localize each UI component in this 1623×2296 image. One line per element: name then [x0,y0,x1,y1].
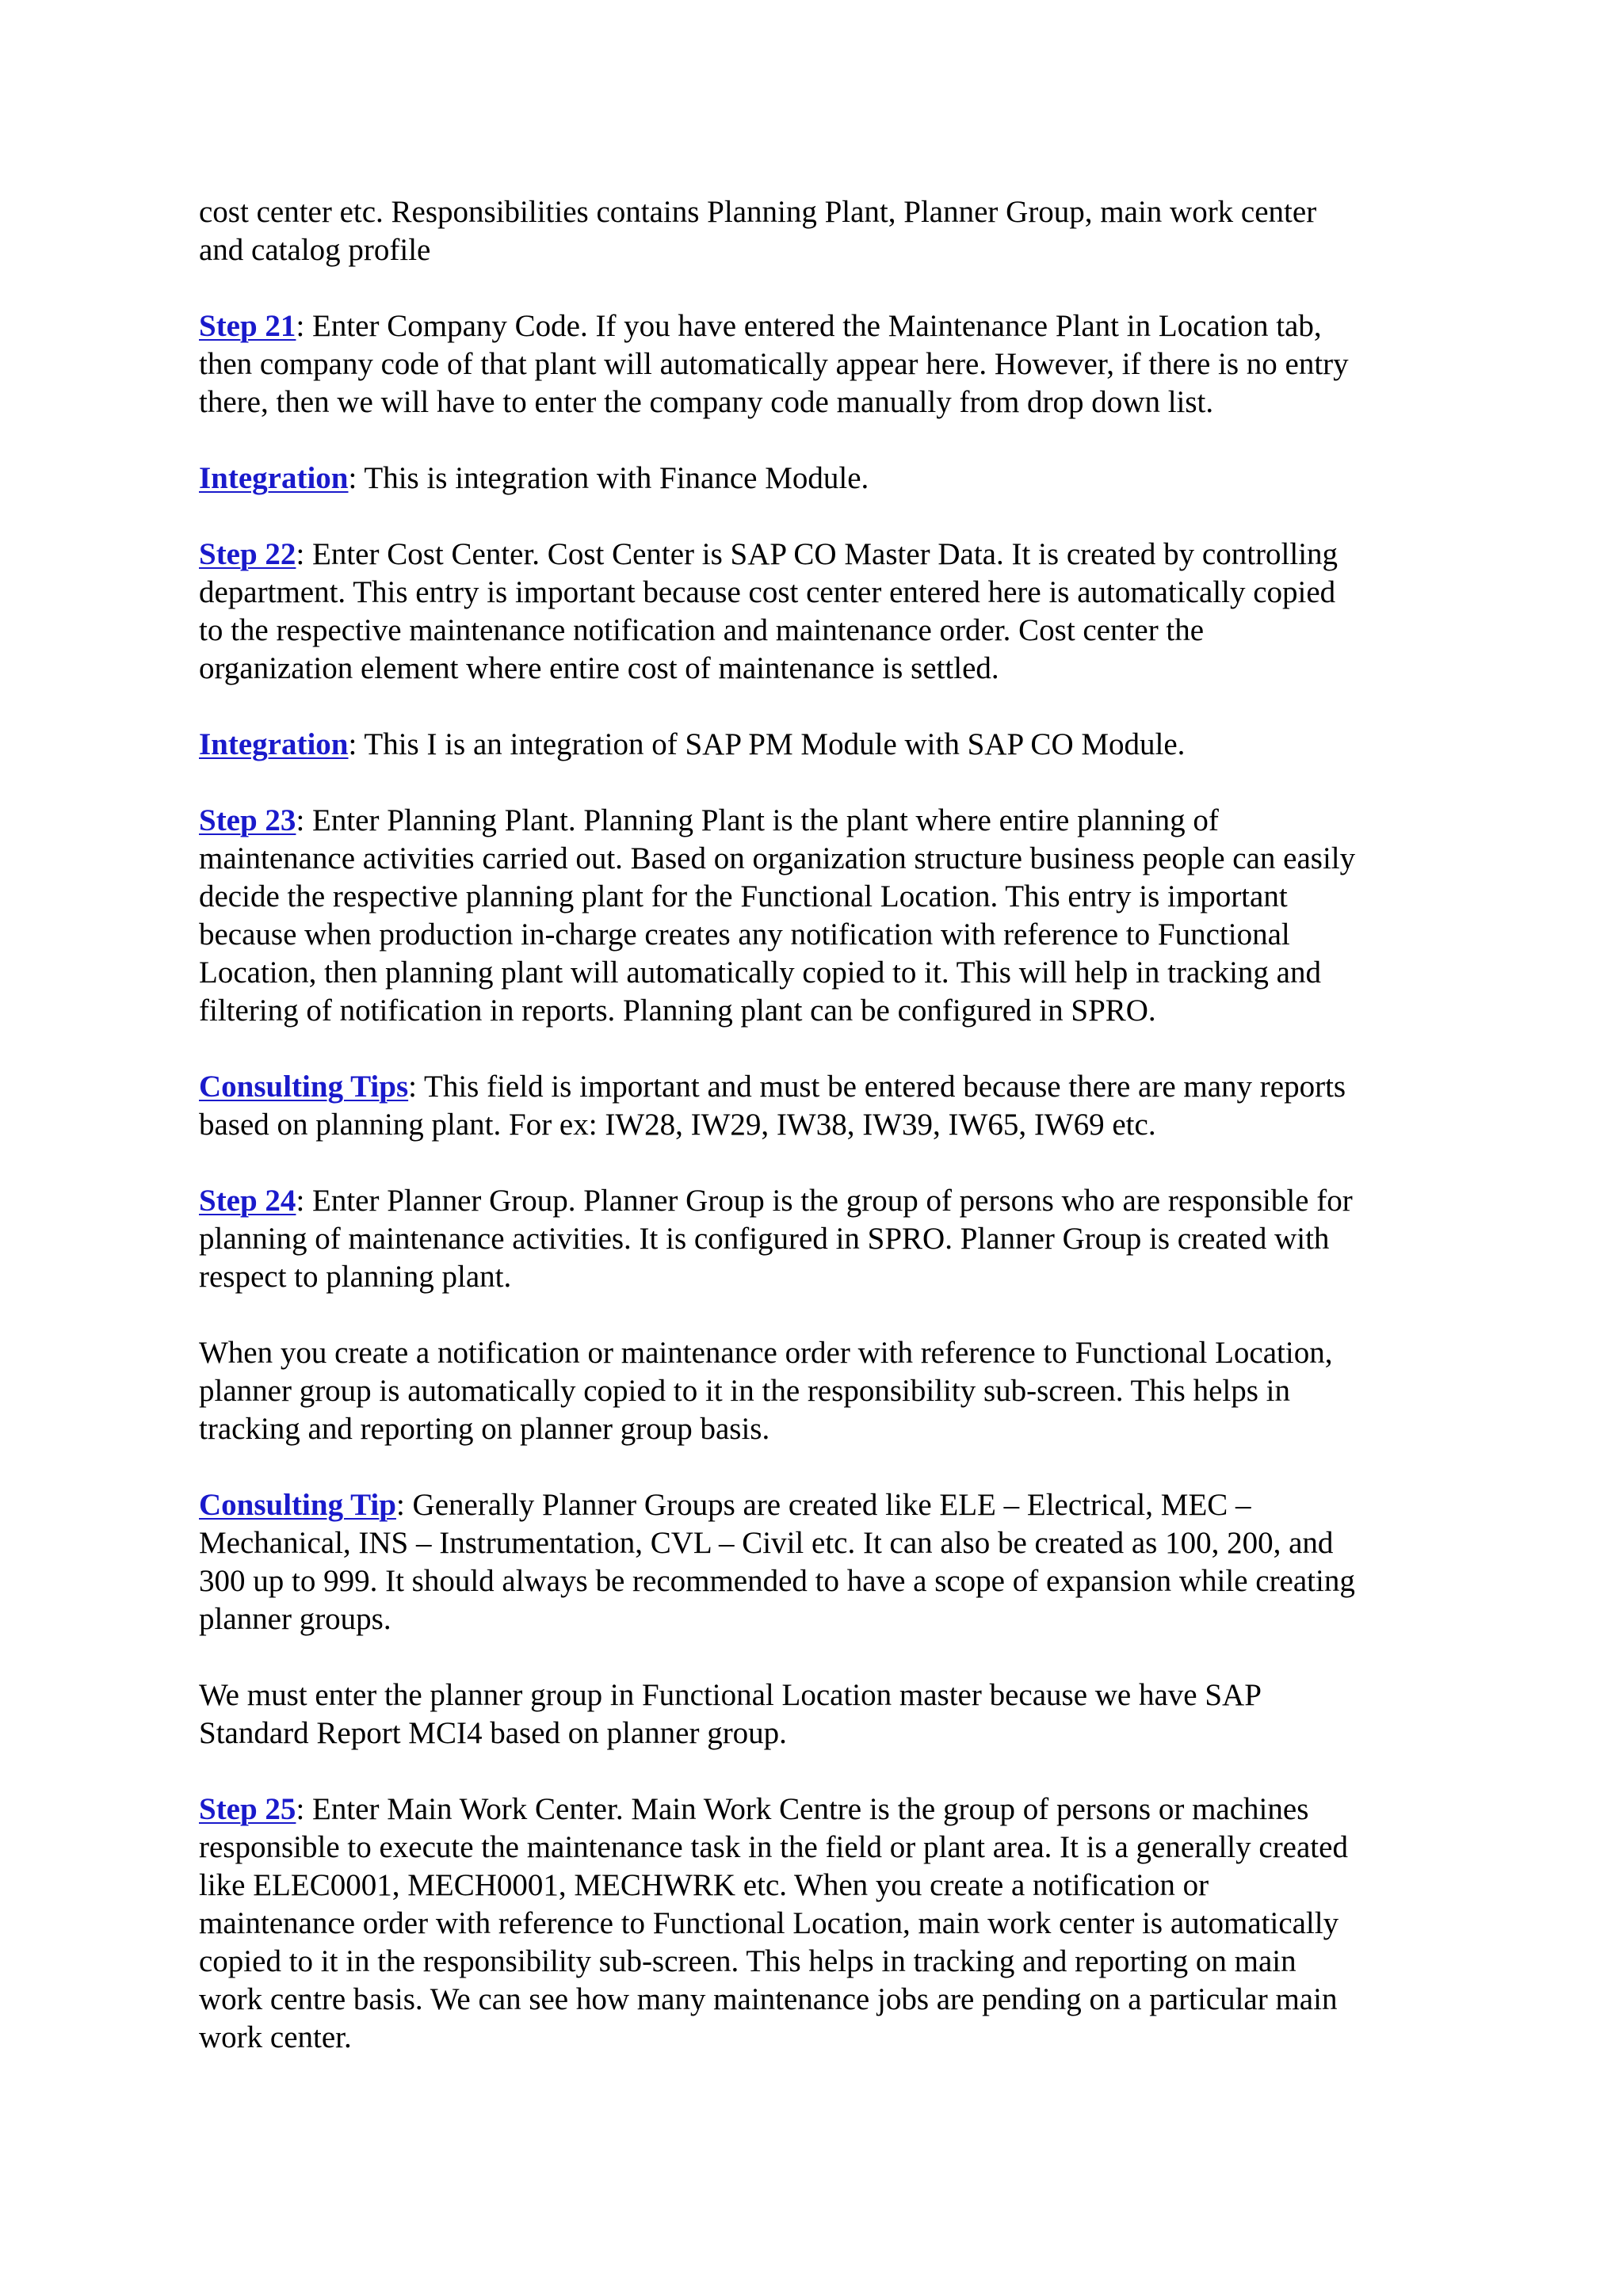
consulting-tip-link[interactable]: Consulting Tip [199,1488,396,1522]
paragraph-step-24 [199,1182,1459,1296]
paragraph-consulting-tip [199,1486,1459,1638]
paragraph-step-22 [199,536,1459,688]
paragraph-planner-group-report: We must enter the planner group in Functional Location master because we have SAP Standard Report MCI4 based on planner group. [199,1678,1262,1750]
paragraph-step-25 [199,1791,1459,2057]
document-page [199,193,1459,2095]
step-22-link[interactable]: Step 22 [199,537,296,571]
step-24-link[interactable]: Step 24 [199,1184,296,1218]
integration-co-text: : This I is an integration of SAP PM Module with SAP CO Module. [348,727,1186,761]
paragraph-planner-group-note: When you create a notification or maintenance order with reference to Functional Location, planner group is automatically copied to it in the responsibility sub-screen. This helps in tracking and reporting on planner group basis. [199,1336,1333,1446]
paragraph-consulting-tips [199,1068,1459,1144]
step-23-text: : Enter Planning Plant. Planning Plant is the plant where entire planning of maintenance activities carried out. Based on organization structure business people can easily decide the respective planning plant for the Functional Location. This entry is important because when production in-charge creates any notification with reference to Functional Location, then planning plant will automatically copied to it. This will help in tracking and filtering of notification in reports. Planning plant can be configured in SPRO. [199,803,1356,1028]
integration-finance-text: : This is integration with Finance Module. [348,461,869,495]
paragraph-step-21 [199,307,1459,421]
step-21-link[interactable]: Step 21 [199,309,296,343]
step-21-text: : Enter Company Code. If you have entered the Maintenance Plant in Location tab, then company code of that plant will automatically appear here. However, if there is no entry there, then we will have to enter the company code manually from drop down list. [199,309,1349,419]
step-25-link[interactable]: Step 25 [199,1792,296,1826]
step-22-text: : Enter Cost Center. Cost Center is SAP CO Master Data. It is created by controlling department. This entry is important because cost center entered here is automatically copied to the respective maintenance notification and maintenance order. Cost center the organization element where entire cost of maintenance is settled. [199,537,1338,685]
step-24-text: : Enter Planner Group. Planner Group is the group of persons who are responsible for planning of maintenance activities. It is configured in SPRO. Planner Group is created with respect to planning plant. [199,1184,1353,1294]
integration-link[interactable]: Integration [199,461,349,495]
step-23-link[interactable]: Step 23 [199,803,296,837]
paragraph-intro: cost center etc. Responsibilities contains Planning Plant, Planner Group, main work center and catalog profile [199,195,1317,267]
integration-link[interactable]: Integration [199,727,349,761]
consulting-tip-text: : Generally Planner Groups are created like ELE – Electrical, MEC – Mechanical, INS – Instrumentation, CVL – Civil etc. It can also be created as 100, 200, and 300 up to 999. It should always be recommended to have a scope of expansion while creating planner groups. [199,1488,1355,1636]
paragraph-integration-co [199,726,1459,764]
paragraph-step-23 [199,802,1459,1030]
step-25-text: : Enter Main Work Center. Main Work Centre is the group of persons or machines responsible to execute the maintenance task in the field or plant area. It is a generally created like ELEC0001, MECH0001, MECHWRK etc. When you create a notification or maintenance order with reference to Functional Location, main work center is automatically copied to it in the responsibility sub-screen. This helps in tracking and reporting on main work centre basis. We can see how many maintenance jobs are pending on a particular main work center. [199,1792,1348,2054]
consulting-tips-text: : This field is important and must be entered because there are many reports based on planning plant. For ex: IW28, IW29, IW38, IW39, IW65, IW69 etc. [199,1070,1346,1142]
paragraph-integration-finance [199,460,1459,498]
consulting-tips-link[interactable]: Consulting Tips [199,1070,409,1104]
